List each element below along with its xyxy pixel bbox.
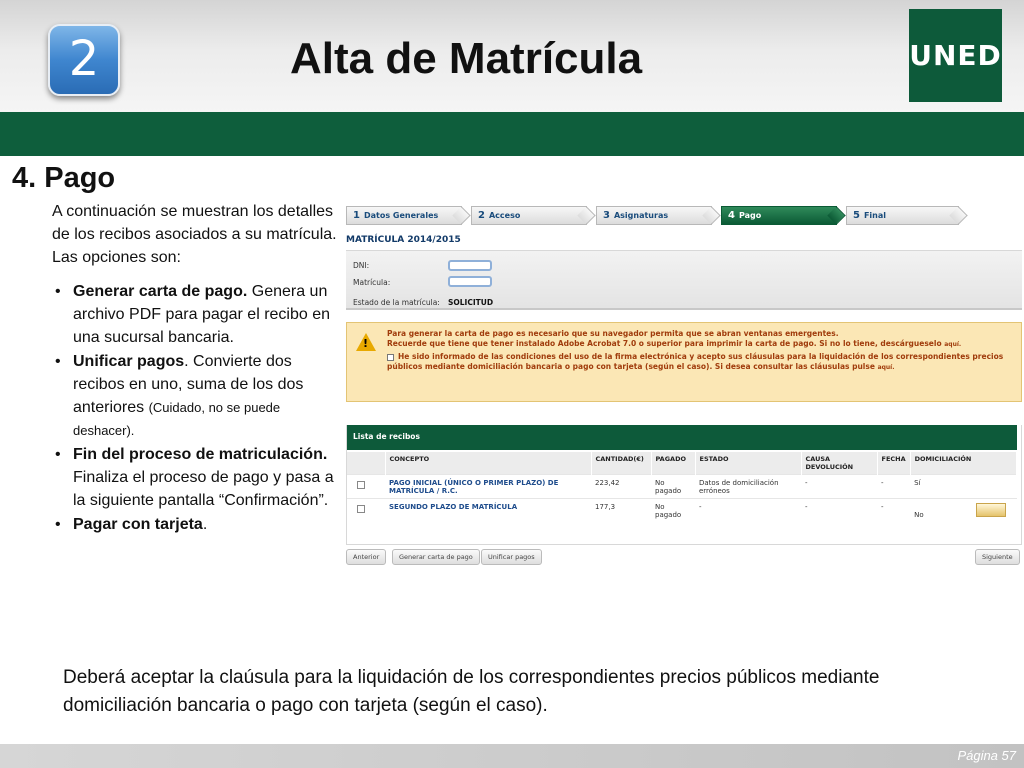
bullet-text: Finaliza el proceso de pago y pasa a la siguiente pantalla “Confirmación”. xyxy=(73,469,334,509)
bullet-note: (Cuidado, no se puede deshacer). xyxy=(73,400,281,438)
wizard-steps xyxy=(346,205,1022,227)
recibos-title: Lista de recibos xyxy=(347,425,1017,450)
step-label: Final xyxy=(863,211,887,220)
table-row xyxy=(347,475,1017,499)
column-header: ESTADO xyxy=(695,452,801,475)
acrobat-download-link[interactable]: aquí. xyxy=(944,341,962,348)
recibos-panel xyxy=(346,425,1022,545)
unificar-pagos-button[interactable]: Unificar pagos xyxy=(481,549,542,565)
clauses-link[interactable]: aquí. xyxy=(877,364,895,371)
row-checkbox[interactable] xyxy=(357,505,365,513)
column-header: FECHA xyxy=(877,452,910,475)
dni-field[interactable] xyxy=(448,260,492,271)
bullet-bold: Pagar con tarjeta xyxy=(73,516,203,533)
step-datos-generales[interactable] xyxy=(346,206,462,225)
bullet-bold: Unificar pagos xyxy=(73,353,185,370)
select-column-header xyxy=(347,452,385,475)
step-label: Datos Generales xyxy=(363,211,439,220)
page-number: Página 57 xyxy=(957,748,1016,763)
paid-cell: No pagado xyxy=(651,499,695,523)
list-item xyxy=(52,280,342,349)
options-list xyxy=(52,280,342,537)
domiciliation-cell: Sí xyxy=(910,475,1016,499)
step-final[interactable] xyxy=(846,206,959,225)
generar-carta-button[interactable]: Generar carta de pago xyxy=(392,549,480,565)
domiciliation-value: No xyxy=(914,511,924,519)
list-item xyxy=(52,443,342,512)
concept-link[interactable]: PAGO INICIAL (ÚNICO O PRIMER PLAZO) DE MATRÍCULA / R.C. xyxy=(385,475,591,499)
estado-label: Estado de la matrícula: xyxy=(353,298,440,307)
intro-text: A continuación se muestran los detalles de los recibos asociados a su matrícula. Las opciones son: xyxy=(52,203,337,266)
siguiente-button[interactable]: Siguiente xyxy=(975,549,1020,565)
bottom-bar xyxy=(0,744,1024,768)
amount-cell: 223,42 xyxy=(591,475,651,499)
warning-line-3-text: He sido informado de las condiciones del uso de la firma electrónica y acepto sus cláusulas para la liquidación de los correspondientes precios públicos mediante domiciliación bancaria o pago con tarjeta (según el caso). Si desea consultar las cláusulas pulse xyxy=(387,352,1004,371)
green-band xyxy=(0,112,1024,156)
cause-cell: - xyxy=(801,499,877,523)
anterior-button[interactable]: Anterior xyxy=(346,549,386,565)
paid-cell: No pagado xyxy=(651,475,695,499)
date-cell: - xyxy=(877,475,910,499)
step-acceso[interactable] xyxy=(471,206,587,225)
table-header-row xyxy=(347,452,1017,475)
list-item xyxy=(52,513,342,536)
matricula-title: MATRÍCULA 2014/2015 xyxy=(346,235,461,245)
matricula-field[interactable] xyxy=(448,276,492,287)
step-number: 2 xyxy=(478,210,485,221)
warning-box xyxy=(346,322,1022,402)
warning-icon: ! xyxy=(356,333,376,351)
bullet-bold: Fin del proceso de matriculación. xyxy=(73,446,328,463)
step-number: 5 xyxy=(853,210,860,221)
step-number-badge: 2 xyxy=(48,24,120,96)
amount-cell: 177,3 xyxy=(591,499,651,523)
list-item xyxy=(52,350,342,442)
warning-text xyxy=(387,329,1017,373)
column-header: CAUSA DEVOLUCIÓN xyxy=(801,452,877,475)
column-header: CONCEPTO xyxy=(385,452,591,475)
bullet-bold: Generar carta de pago. xyxy=(73,283,248,300)
section-title: 4. Pago xyxy=(12,162,116,194)
warning-line-3 xyxy=(387,352,1017,373)
table-row xyxy=(347,499,1017,523)
step-number: 1 xyxy=(353,210,360,221)
domiciliation-cell xyxy=(910,499,1016,523)
bullet-text: Genera un archivo PDF para pagar el recibo en una sucursal bancaria. xyxy=(73,283,331,346)
date-cell: - xyxy=(877,499,910,523)
warning-line-2 xyxy=(387,339,1017,350)
slide-title: Alta de Matrícula xyxy=(290,34,643,83)
column-header: CANTIDAD(€) xyxy=(591,452,651,475)
recibos-table xyxy=(347,452,1017,522)
step-pago[interactable] xyxy=(721,206,837,225)
bullet-text: . xyxy=(202,516,208,533)
step-label: Asignaturas xyxy=(613,211,669,220)
accept-clauses-checkbox[interactable] xyxy=(387,354,394,361)
uned-logo: UNED xyxy=(909,9,1002,102)
step-asignaturas[interactable] xyxy=(596,206,712,225)
step-label: Pago xyxy=(738,211,762,220)
matricula-form xyxy=(346,250,1022,310)
warning-line-2-text: Recuerde que tiene que tener instalado Adobe Acrobat 7.0 o superior para imprimir la carta de pago. Si no lo tiene, descárgueselo xyxy=(387,339,942,348)
footer-note: Deberá aceptar la claúsula para la liquidación de los correspondientes precios públicos mediante domiciliación bancaria o pago con tarjeta (según el caso). xyxy=(63,667,880,716)
estado-value: SOLICITUD xyxy=(448,298,494,307)
column-header: DOMICILIACIÓN xyxy=(910,452,1016,475)
status-cell: Datos de domiciliación erróneos xyxy=(695,475,801,499)
column-header: PAGADO xyxy=(651,452,695,475)
matricula-label: Matrícula: xyxy=(353,278,391,287)
cause-cell: - xyxy=(801,475,877,499)
status-cell: - xyxy=(695,499,801,523)
payment-screen xyxy=(346,205,1022,575)
bullet-text: . Convierte dos recibos en uno, suma de los dos anteriores xyxy=(73,353,304,416)
row-checkbox[interactable] xyxy=(357,481,365,489)
card-payment-icon[interactable] xyxy=(976,503,1006,517)
step-number: 3 xyxy=(603,210,610,221)
dni-label: DNI: xyxy=(353,261,370,270)
concept-link[interactable]: SEGUNDO PLAZO DE MATRÍCULA xyxy=(385,499,591,523)
warning-line-1: Para generar la carta de pago es necesario que su navegador permita que se abran ventanas emergentes. xyxy=(387,329,839,338)
step-label: Acceso xyxy=(488,211,521,220)
step-number: 4 xyxy=(728,210,735,221)
